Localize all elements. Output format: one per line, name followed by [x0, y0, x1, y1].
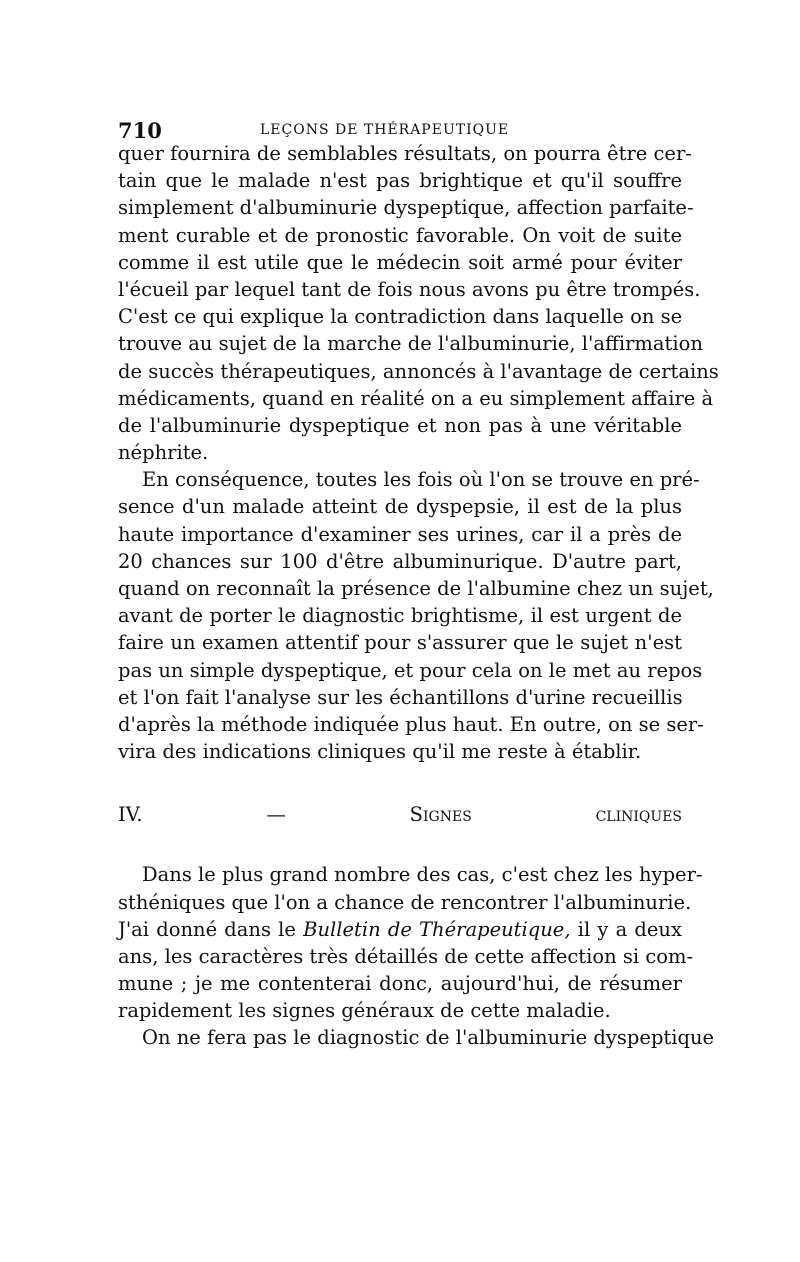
text-line-mixed	[118, 916, 682, 943]
text-segment: il y a deux	[577, 917, 682, 941]
text-line: En conséquence, toutes les fois où l'on se trouve en pré-	[142, 468, 700, 492]
section-title: Signes cliniques	[409, 803, 682, 827]
text-line: trouve au sujet de la marche de l'albuminurie, l'affirmation	[118, 332, 703, 356]
text-line: quer fournira de semblables résultats, on pourra être cer-	[118, 142, 692, 165]
text-line: mune ; je me contenterai donc, aujourd'hui, de résumer	[118, 972, 682, 996]
text-line: Dans le plus grand nombre des cas, c'est chez les hyper-	[142, 863, 703, 887]
text-line: ans, les caractères très détaillés de cette affection si com-	[118, 944, 694, 968]
text-line: 20 chances sur 100 d'être albuminurique. D'autre part,	[118, 549, 682, 573]
text-line: rapidement les signes généraux de cette maladie.	[118, 999, 611, 1023]
body-text	[118, 140, 719, 1052]
text-line: et l'on fait l'analyse sur les échantillons d'urine recueillis	[118, 685, 683, 709]
text-line: avant de porter le diagnostic brightisme, il est urgent de	[118, 604, 682, 628]
paragraph-2	[118, 466, 714, 765]
paragraph-3	[118, 861, 703, 1024]
text-line: d'après la méthode indiquée plus haut. En outre, on se ser-	[118, 712, 704, 736]
text-line: tain que le malade n'est pas brightique et qu'il souffre	[118, 169, 682, 193]
section-number: IV. —	[118, 803, 286, 827]
text-line: l'écueil par lequel tant de fois nous avons pu être trompés.	[118, 277, 701, 301]
text-line: vira des indications cliniques qu'il me reste à établir.	[118, 740, 642, 764]
journal-title: Bulletin de Thérapeutique,	[303, 917, 571, 941]
text-line: faire un examen attentif pour s'assurer que le sujet n'est	[118, 631, 682, 655]
page-number: 710	[118, 118, 162, 143]
page-header	[118, 100, 682, 143]
running-head: LEÇONS DE THÉRAPEUTIQUE	[260, 122, 510, 138]
section-heading	[118, 801, 682, 829]
paragraph-4	[118, 1024, 715, 1051]
text-line: de succès thérapeutiques, annoncés à l'avantage de certains	[118, 359, 719, 383]
text-line: sence d'un malade atteint de dyspepsie, il est de la plus	[118, 495, 682, 519]
text-line: C'est ce qui explique la contradiction dans laquelle on se	[118, 305, 683, 329]
book-page	[118, 100, 719, 1052]
text-line: ment curable et de pronostic favorable. On voit de suite	[118, 223, 682, 247]
text-line: simplement d'albuminurie dyspeptique, affection parfaite-	[118, 196, 694, 220]
text-line: On ne fera pas le diagnostic de l'albuminurie dyspeptique	[142, 1026, 715, 1050]
text-line: haute importance d'examiner ses urines, car il a près de	[118, 522, 682, 546]
paragraph-1	[118, 140, 719, 466]
text-line: néphrite.	[118, 441, 209, 465]
text-line: pas un simple dyspeptique, et pour cela on le met au repos	[118, 658, 703, 682]
text-segment: J'ai donné dans le	[118, 917, 296, 941]
text-line: de l'albuminurie dyspeptique et non pas à une véritable	[118, 413, 682, 437]
text-line: quand on reconnaît la présence de l'albumine chez un sujet,	[118, 577, 714, 600]
text-line: comme il est utile que le médecin soit armé pour éviter	[118, 250, 682, 274]
text-line: médicaments, quand en réalité on a eu simplement affaire à	[118, 386, 714, 410]
text-line: sthéniques que l'on a chance de rencontrer l'albuminurie.	[118, 890, 692, 914]
